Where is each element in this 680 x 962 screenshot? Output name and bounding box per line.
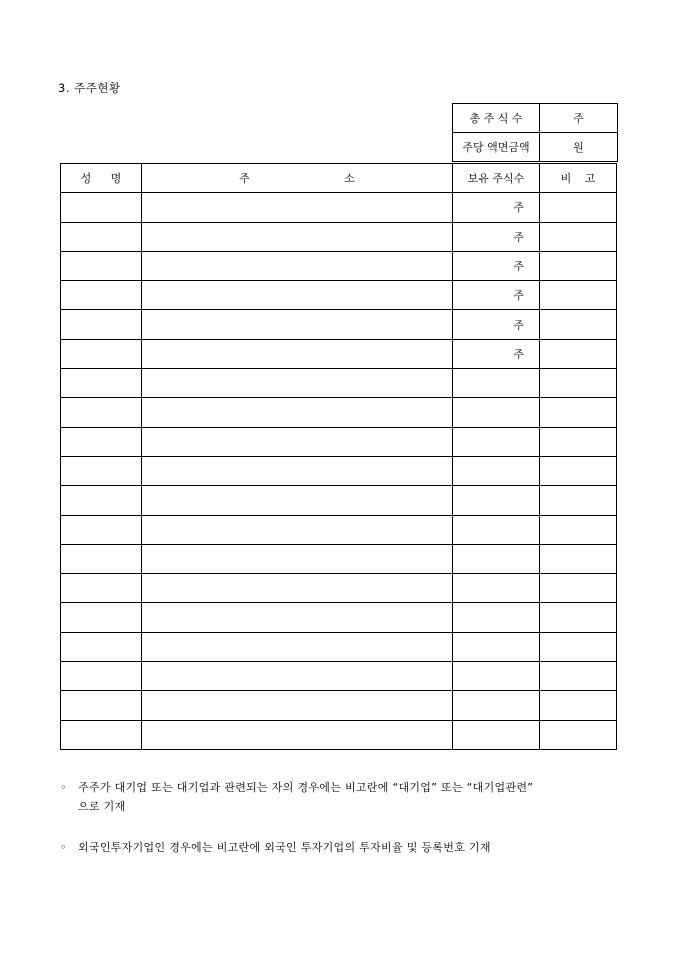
cell-remarks[interactable] bbox=[540, 691, 617, 720]
par-value-value[interactable]: 원 bbox=[540, 133, 618, 162]
par-value-label: 주당 액면금액 bbox=[453, 133, 540, 162]
table-row bbox=[61, 544, 617, 573]
cell-remarks[interactable] bbox=[540, 427, 617, 456]
cell-remarks[interactable] bbox=[540, 603, 617, 632]
table-row bbox=[61, 486, 617, 515]
cell-name[interactable] bbox=[61, 339, 142, 368]
cell-remarks[interactable] bbox=[540, 515, 617, 544]
table-header-row bbox=[61, 164, 617, 193]
cell-name[interactable] bbox=[61, 398, 142, 427]
table-row bbox=[61, 369, 617, 398]
table-row bbox=[61, 427, 617, 456]
header-name bbox=[61, 164, 142, 193]
cell-name[interactable] bbox=[61, 691, 142, 720]
note-1-bullet: ◦ bbox=[60, 781, 67, 794]
cell-shares[interactable] bbox=[453, 515, 540, 544]
shareholder-table bbox=[60, 163, 617, 750]
header-remarks-char2: 고 bbox=[584, 172, 596, 186]
total-shares-row bbox=[453, 104, 618, 133]
header-name-char1: 성 bbox=[80, 172, 92, 186]
cell-address[interactable] bbox=[142, 369, 453, 398]
cell-remarks[interactable] bbox=[540, 544, 617, 573]
cell-address[interactable] bbox=[142, 603, 453, 632]
par-value-row bbox=[453, 133, 618, 162]
cell-shares[interactable] bbox=[453, 398, 540, 427]
header-remarks-char1: 비 bbox=[560, 172, 572, 186]
table-row bbox=[61, 281, 617, 310]
header-shares: 보유 주식수 bbox=[453, 164, 540, 193]
cell-shares[interactable]: 주 bbox=[453, 281, 540, 310]
cell-remarks[interactable] bbox=[540, 339, 617, 368]
cell-remarks[interactable] bbox=[540, 310, 617, 339]
cell-name[interactable] bbox=[61, 544, 142, 573]
cell-shares[interactable] bbox=[453, 456, 540, 485]
share-summary-table bbox=[452, 103, 618, 162]
header-remarks bbox=[540, 164, 617, 193]
cell-remarks[interactable] bbox=[540, 456, 617, 485]
table-row bbox=[61, 603, 617, 632]
cell-shares[interactable] bbox=[453, 691, 540, 720]
table-row bbox=[61, 574, 617, 603]
cell-address[interactable] bbox=[142, 456, 453, 485]
table-row bbox=[61, 398, 617, 427]
header-address-char2: 소 bbox=[344, 172, 355, 186]
cell-remarks[interactable] bbox=[540, 398, 617, 427]
note-1 bbox=[60, 778, 533, 816]
cell-address[interactable] bbox=[142, 339, 453, 368]
cell-address[interactable] bbox=[142, 398, 453, 427]
cell-address[interactable] bbox=[142, 544, 453, 573]
table-row bbox=[61, 251, 617, 280]
cell-name[interactable] bbox=[61, 456, 142, 485]
table-row bbox=[61, 193, 617, 222]
cell-address[interactable] bbox=[142, 193, 453, 222]
cell-name[interactable] bbox=[61, 281, 142, 310]
cell-name[interactable] bbox=[61, 310, 142, 339]
cell-address[interactable] bbox=[142, 691, 453, 720]
cell-shares[interactable] bbox=[453, 486, 540, 515]
cell-remarks[interactable] bbox=[540, 193, 617, 222]
cell-address[interactable] bbox=[142, 281, 453, 310]
cell-shares[interactable] bbox=[453, 720, 540, 749]
table-row bbox=[61, 720, 617, 749]
cell-remarks[interactable] bbox=[540, 251, 617, 280]
cell-name[interactable] bbox=[61, 662, 142, 691]
cell-remarks[interactable] bbox=[540, 662, 617, 691]
cell-address[interactable] bbox=[142, 515, 453, 544]
table-row bbox=[61, 691, 617, 720]
cell-shares[interactable]: 주 bbox=[453, 339, 540, 368]
cell-name[interactable] bbox=[61, 427, 142, 456]
cell-shares[interactable]: 주 bbox=[453, 222, 540, 251]
cell-shares[interactable] bbox=[453, 369, 540, 398]
cell-address[interactable] bbox=[142, 427, 453, 456]
cell-remarks[interactable] bbox=[540, 720, 617, 749]
total-shares-label: 총 주 식 수 bbox=[453, 104, 540, 133]
section-title: 3. 주주현황 bbox=[58, 81, 121, 95]
cell-name[interactable] bbox=[61, 632, 142, 661]
cell-address[interactable] bbox=[142, 662, 453, 691]
cell-shares[interactable] bbox=[453, 427, 540, 456]
cell-remarks[interactable] bbox=[540, 632, 617, 661]
table-row bbox=[61, 339, 617, 368]
cell-shares[interactable]: 주 bbox=[453, 310, 540, 339]
cell-name[interactable] bbox=[61, 251, 142, 280]
note-2-bullet: ◦ bbox=[60, 841, 67, 854]
cell-name[interactable] bbox=[61, 486, 142, 515]
note-1-line1: 주주가 대기업 또는 대기업과 관련되는 자의 경우에는 비고란에 “대기업” 또는 “대기업관련” bbox=[78, 781, 534, 794]
cell-name[interactable] bbox=[61, 193, 142, 222]
cell-address[interactable] bbox=[142, 310, 453, 339]
cell-name[interactable] bbox=[61, 222, 142, 251]
cell-remarks[interactable] bbox=[540, 369, 617, 398]
cell-remarks[interactable] bbox=[540, 222, 617, 251]
cell-shares[interactable] bbox=[453, 544, 540, 573]
table-row bbox=[61, 515, 617, 544]
cell-shares[interactable] bbox=[453, 574, 540, 603]
cell-remarks[interactable] bbox=[540, 281, 617, 310]
table-row bbox=[61, 456, 617, 485]
table-row bbox=[61, 222, 617, 251]
cell-shares[interactable] bbox=[453, 632, 540, 661]
cell-address[interactable] bbox=[142, 251, 453, 280]
header-address bbox=[142, 164, 453, 193]
header-name-char2: 명 bbox=[110, 172, 122, 186]
table-row bbox=[61, 310, 617, 339]
cell-name[interactable] bbox=[61, 603, 142, 632]
cell-shares[interactable] bbox=[453, 662, 540, 691]
cell-remarks[interactable] bbox=[540, 486, 617, 515]
total-shares-value[interactable]: 주 bbox=[540, 104, 618, 133]
cell-address[interactable] bbox=[142, 486, 453, 515]
note-2 bbox=[60, 838, 491, 857]
cell-shares[interactable]: 주 bbox=[453, 251, 540, 280]
cell-shares[interactable] bbox=[453, 603, 540, 632]
cell-address[interactable] bbox=[142, 222, 453, 251]
note-2-line1: 외국인투자기업인 경우에는 비고란에 외국인 투자기업의 투자비율 및 등록번호 기재 bbox=[78, 841, 491, 854]
cell-remarks[interactable] bbox=[540, 574, 617, 603]
cell-address[interactable] bbox=[142, 720, 453, 749]
header-address-char1: 주 bbox=[239, 172, 250, 186]
cell-address[interactable] bbox=[142, 574, 453, 603]
cell-name[interactable] bbox=[61, 574, 142, 603]
cell-address[interactable] bbox=[142, 632, 453, 661]
note-1-line2: 으로 기재 bbox=[78, 800, 126, 813]
cell-name[interactable] bbox=[61, 369, 142, 398]
table-row bbox=[61, 632, 617, 661]
cell-shares[interactable]: 주 bbox=[453, 193, 540, 222]
cell-name[interactable] bbox=[61, 515, 142, 544]
table-row bbox=[61, 662, 617, 691]
cell-name[interactable] bbox=[61, 720, 142, 749]
